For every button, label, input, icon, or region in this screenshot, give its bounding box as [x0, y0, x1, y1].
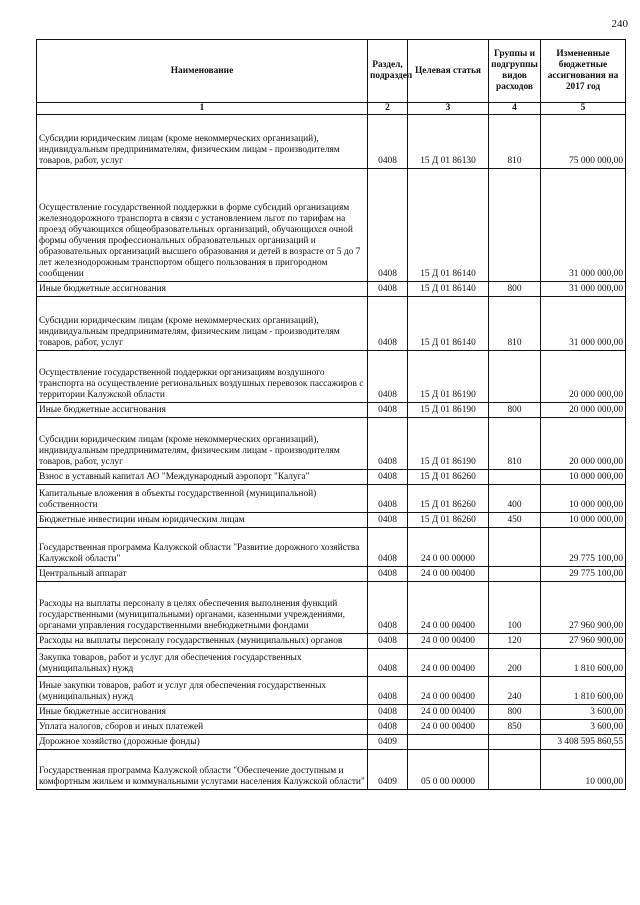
table-row: [37, 677, 626, 705]
col-index: 4: [489, 103, 541, 115]
row-target: 15 Д 01 86260: [408, 485, 489, 513]
row-amount: 10 000 000,00: [541, 513, 626, 528]
row-group: [489, 528, 541, 567]
row-section: 0408: [368, 705, 408, 720]
row-section: 0408: [368, 418, 408, 470]
row-amount: 75 000 000,00: [541, 115, 626, 169]
row-amount: 1 810 600,00: [541, 649, 626, 677]
row-section: 0408: [368, 403, 408, 418]
row-target: 24 0 00 00400: [408, 567, 489, 582]
row-group: 240: [489, 677, 541, 705]
table-row: [37, 282, 626, 297]
row-group: 120: [489, 634, 541, 649]
row-amount: 31 000 000,00: [541, 282, 626, 297]
table-row: [37, 735, 626, 750]
row-group: 200: [489, 649, 541, 677]
row-amount: 10 000 000,00: [541, 485, 626, 513]
table-row: [37, 750, 626, 790]
row-group: 100: [489, 582, 541, 634]
row-section: 0408: [368, 485, 408, 513]
row-name: Расходы на выплаты персоналу в целях обеспечения выполнения функций государственными (муниципальными) органами, казенными учреждениями, органами управления государственными внебюджетными фондами: [37, 582, 368, 634]
row-group: [489, 351, 541, 403]
row-target: 15 Д 01 86140: [408, 282, 489, 297]
row-section: 0408: [368, 634, 408, 649]
table-row: [37, 582, 626, 634]
row-name: Иные закупки товаров, работ и услуг для обеспечения государственных (муниципальных) нужд: [37, 677, 368, 705]
row-section: 0408: [368, 649, 408, 677]
row-amount: 27 960 900,00: [541, 634, 626, 649]
table-row: [37, 567, 626, 582]
row-name: Центральный аппарат: [37, 567, 368, 582]
table-row: [37, 115, 626, 169]
row-group: 810: [489, 115, 541, 169]
row-section: 0408: [368, 115, 408, 169]
row-target: 15 Д 01 86260: [408, 470, 489, 485]
row-group: 450: [489, 513, 541, 528]
row-name: Иные бюджетные ассигнования: [37, 705, 368, 720]
row-section: 0408: [368, 513, 408, 528]
row-target: 15 Д 01 86140: [408, 297, 489, 351]
row-target: 24 0 00 00400: [408, 705, 489, 720]
row-amount: 29 775 100,00: [541, 528, 626, 567]
row-target: 15 Д 01 86190: [408, 418, 489, 470]
col-index: 1: [37, 103, 368, 115]
row-amount: 3 408 595 860,55: [541, 735, 626, 750]
header-amount: Измененные бюджетные ассигнования на 2017 год: [541, 40, 626, 103]
row-amount: 20 000 000,00: [541, 418, 626, 470]
table-row: [37, 351, 626, 403]
row-name: Осуществление государственной поддержки организациям воздушного транспорта на осуществление региональных воздушных перевозок пассажиров с территории Калужской области: [37, 351, 368, 403]
row-name: Субсидии юридическим лицам (кроме некоммерческих организаций), индивидуальным предпринимателям, физическим лицам - производителям товаров, работ, услуг: [37, 297, 368, 351]
row-name: Субсидии юридическим лицам (кроме некоммерческих организаций), индивидуальным предпринимателям, физическим лицам - производителям товаров, работ, услуг: [37, 418, 368, 470]
row-target: 24 0 00 00400: [408, 582, 489, 634]
row-group: 810: [489, 297, 541, 351]
row-target: 15 Д 01 86260: [408, 513, 489, 528]
row-amount: 3 600,00: [541, 720, 626, 735]
row-name: Государственная программа Калужской области "Обеспечение доступным и комфортным жильем и коммунальными услугами населения Калужской области": [37, 750, 368, 790]
table-row: [37, 513, 626, 528]
table-row: [37, 649, 626, 677]
row-amount: 1 810 600,00: [541, 677, 626, 705]
row-group: [489, 169, 541, 282]
row-group: 400: [489, 485, 541, 513]
table-row: [37, 403, 626, 418]
row-target: [408, 735, 489, 750]
row-target: 05 0 00 00000: [408, 750, 489, 790]
row-group: 800: [489, 705, 541, 720]
budget-table: [36, 39, 626, 790]
table-row: [37, 470, 626, 485]
header-group: Группы и подгруппы видов расходов: [489, 40, 541, 103]
header-target: Целевая статья: [408, 40, 489, 103]
row-amount: 29 775 100,00: [541, 567, 626, 582]
row-name: Бюджетные инвестиции иным юридическим лицам: [37, 513, 368, 528]
table-row: [37, 485, 626, 513]
row-amount: 27 960 900,00: [541, 582, 626, 634]
row-target: 15 Д 01 86130: [408, 115, 489, 169]
row-name: Государственная программа Калужской области "Развитие дорожного хозяйства Калужской области": [37, 528, 368, 567]
row-name: Взнос в уставный капитал АО "Международный аэропорт "Калуга": [37, 470, 368, 485]
row-name: Расходы на выплаты персоналу государственных (муниципальных) органов: [37, 634, 368, 649]
row-amount: 20 000 000,00: [541, 351, 626, 403]
row-target: 15 Д 01 86190: [408, 351, 489, 403]
table-header-row: [37, 40, 626, 103]
row-section: 0408: [368, 297, 408, 351]
row-name: Иные бюджетные ассигнования: [37, 282, 368, 297]
row-target: 24 0 00 00400: [408, 634, 489, 649]
row-name: Закупка товаров, работ и услуг для обеспечения государственных (муниципальных) нужд: [37, 649, 368, 677]
table-row: [37, 297, 626, 351]
row-group: 810: [489, 418, 541, 470]
row-target: 24 0 00 00400: [408, 649, 489, 677]
row-group: 800: [489, 403, 541, 418]
row-section: 0409: [368, 750, 408, 790]
table-row: [37, 720, 626, 735]
table-row: [37, 418, 626, 470]
row-amount: 31 000 000,00: [541, 297, 626, 351]
row-group: [489, 470, 541, 485]
col-index: 3: [408, 103, 489, 115]
table-row: [37, 634, 626, 649]
row-name: Уплата налогов, сборов и иных платежей: [37, 720, 368, 735]
table-row: [37, 528, 626, 567]
row-section: 0408: [368, 582, 408, 634]
table-row: [37, 169, 626, 282]
row-name: Субсидии юридическим лицам (кроме некоммерческих организаций), индивидуальным предпринимателям, физическим лицам - производителям товаров, работ, услуг: [37, 115, 368, 169]
row-section: 0408: [368, 169, 408, 282]
row-name: Осуществление государственной поддержки в форме субсидий организациям железнодорожного транспорта в связи с установлением льгот по тарифам на проезд обучающихся общеобразовательных организаций, обучающихся очной формы обучения профессиональных образовательных организаций и образовательных организаций высшего образования и детей в возрасте от 5 до 7 лет железнодорожным транспортом общего пользования в пригородном сообщении: [37, 169, 368, 282]
column-index-row: [37, 103, 626, 115]
header-name: Наименование: [37, 40, 368, 103]
row-target: 24 0 00 00400: [408, 677, 489, 705]
row-section: 0408: [368, 282, 408, 297]
table-row: [37, 705, 626, 720]
row-name: Иные бюджетные ассигнования: [37, 403, 368, 418]
row-amount: 20 000 000,00: [541, 403, 626, 418]
row-section: 0409: [368, 735, 408, 750]
row-group: [489, 567, 541, 582]
row-section: 0408: [368, 470, 408, 485]
row-target: 15 Д 01 86190: [408, 403, 489, 418]
row-target: 24 0 00 00000: [408, 528, 489, 567]
row-amount: 10 000,00: [541, 750, 626, 790]
page-number: 240: [611, 18, 628, 30]
row-target: 15 Д 01 86140: [408, 169, 489, 282]
row-name: Капитальные вложения в объекты государственной (муниципальной) собственности: [37, 485, 368, 513]
col-index: 5: [541, 103, 626, 115]
row-group: [489, 750, 541, 790]
header-section: Раздел, подраздел: [368, 40, 408, 103]
row-amount: 3 600,00: [541, 705, 626, 720]
row-group: 800: [489, 282, 541, 297]
row-amount: 10 000 000,00: [541, 470, 626, 485]
row-target: 24 0 00 00400: [408, 720, 489, 735]
row-section: 0408: [368, 720, 408, 735]
row-section: 0408: [368, 677, 408, 705]
row-group: [489, 735, 541, 750]
row-amount: 31 000 000,00: [541, 169, 626, 282]
row-section: 0408: [368, 567, 408, 582]
row-section: 0408: [368, 528, 408, 567]
col-index: 2: [368, 103, 408, 115]
row-group: 850: [489, 720, 541, 735]
row-name: Дорожное хозяйство (дорожные фонды): [37, 735, 368, 750]
row-section: 0408: [368, 351, 408, 403]
